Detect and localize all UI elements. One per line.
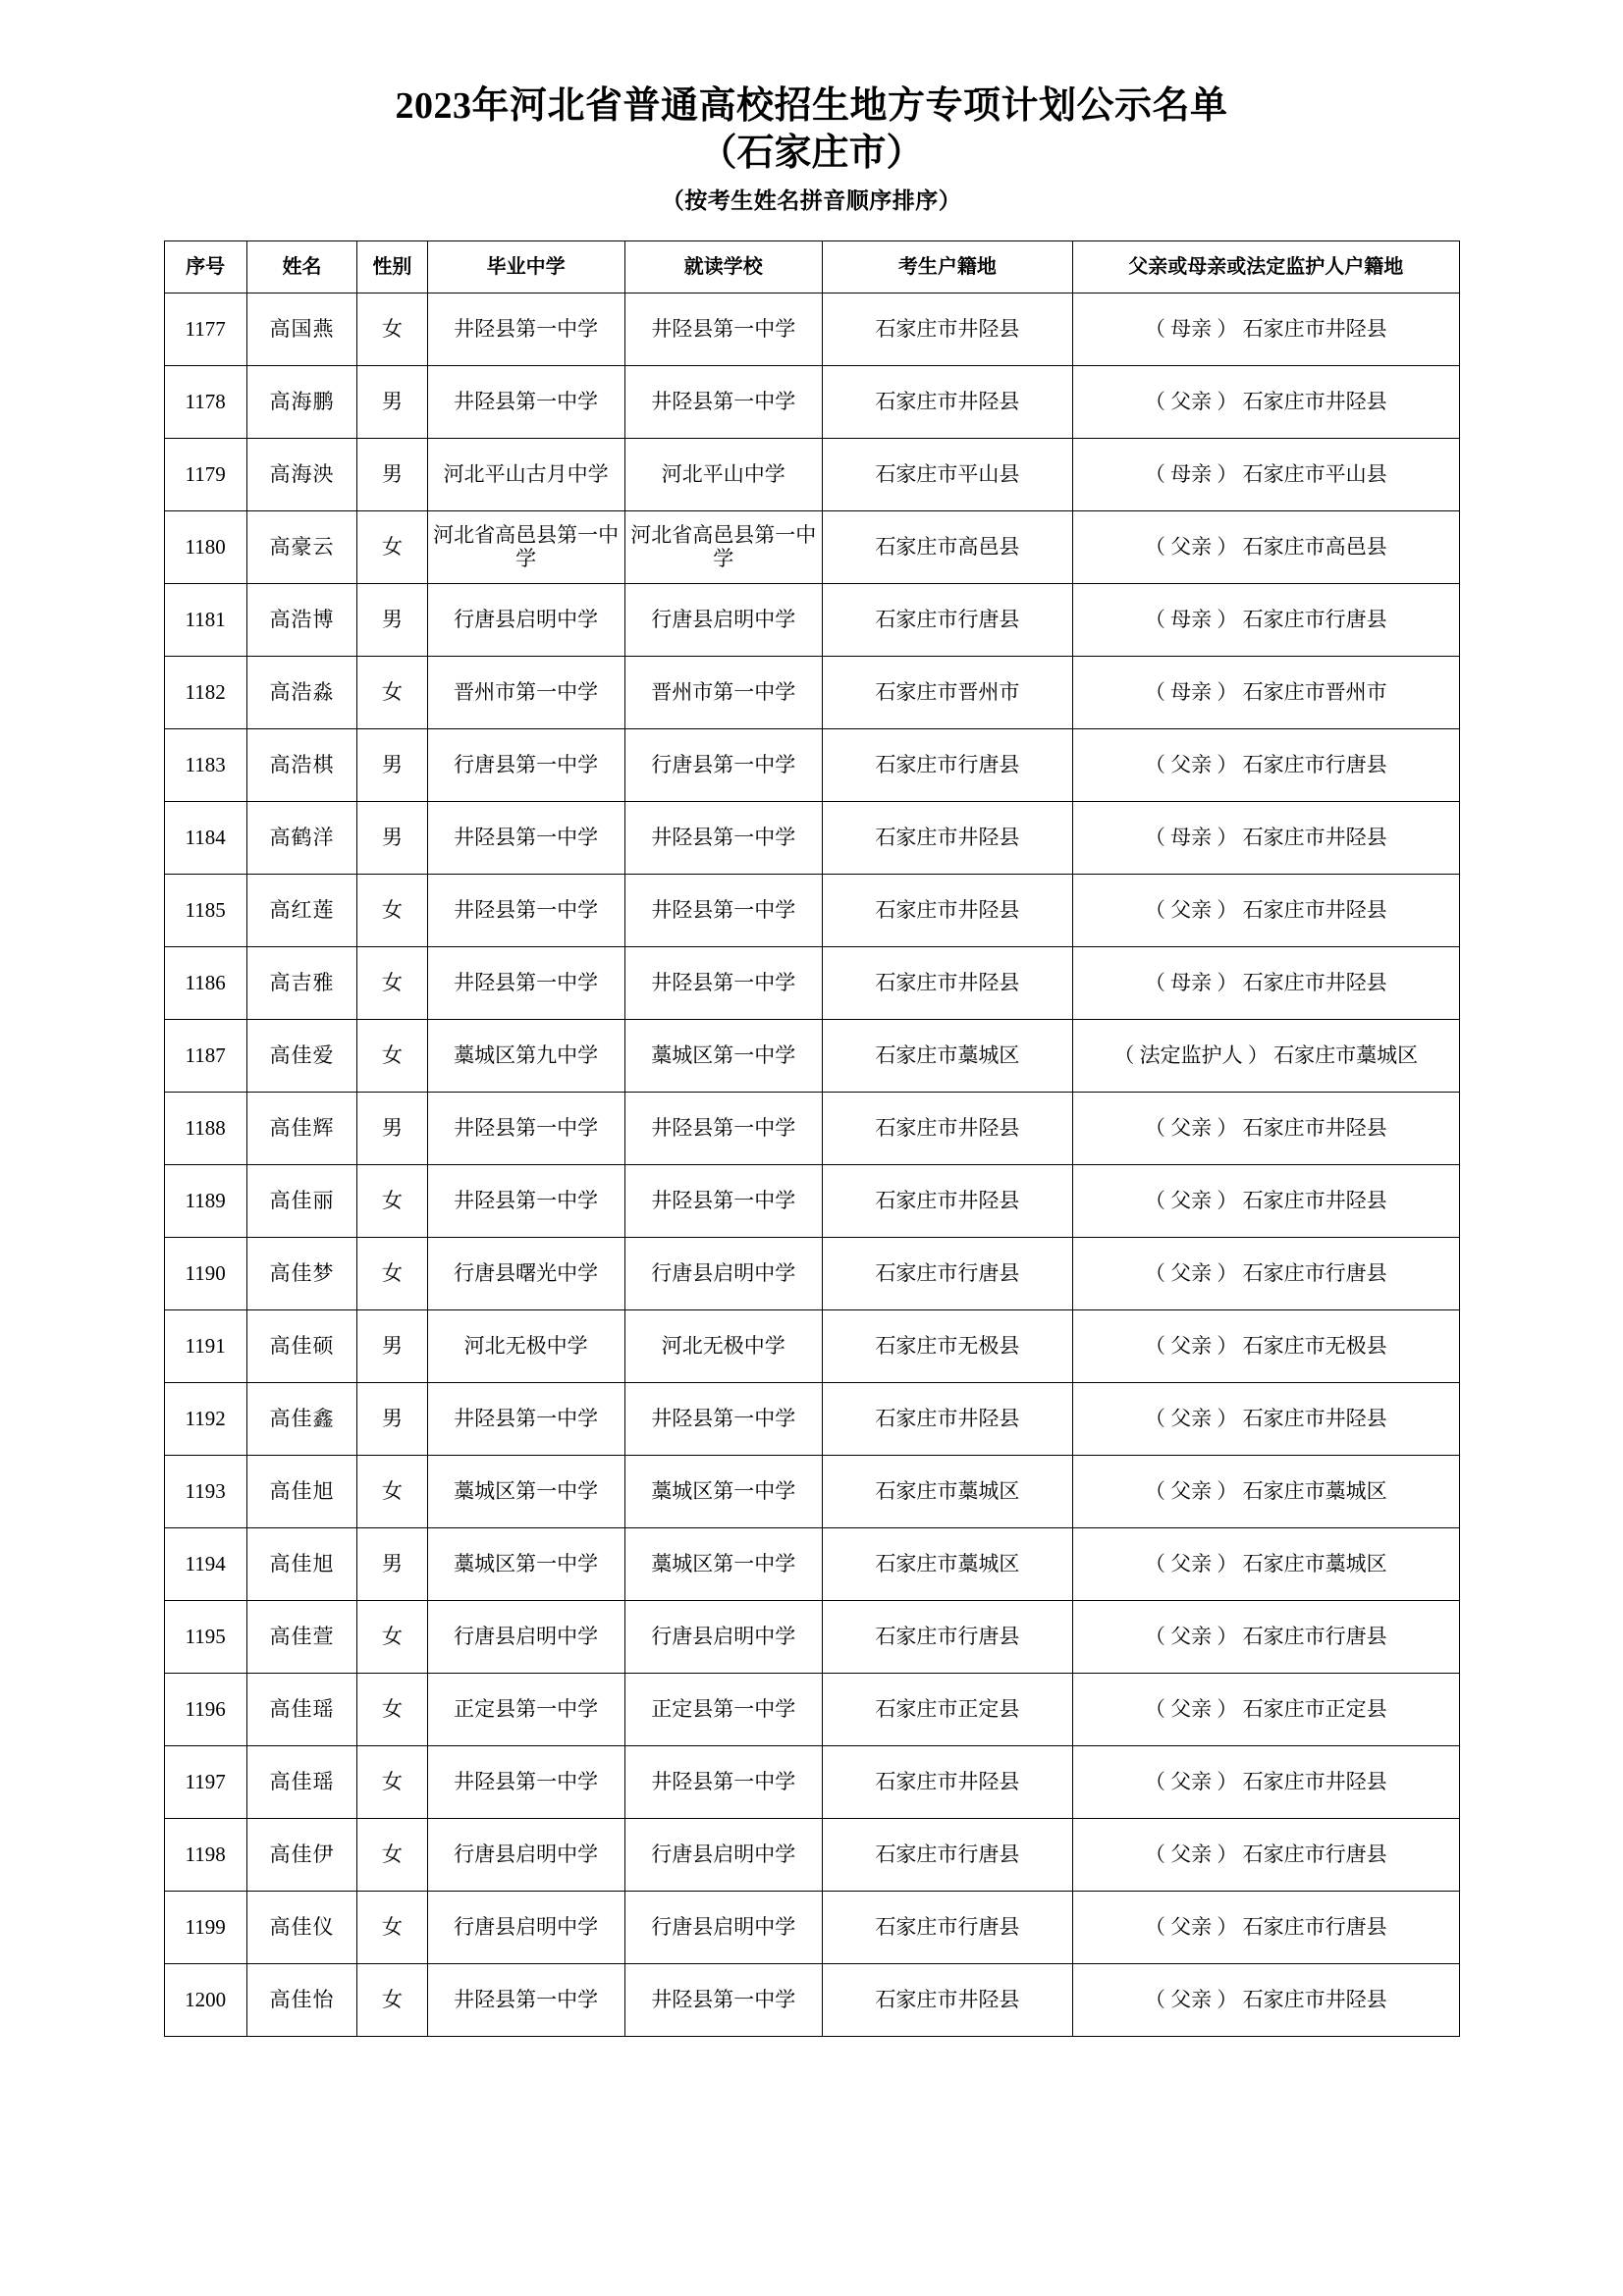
cell-candidate-residence: 石家庄市藁城区: [822, 1456, 1072, 1528]
column-header-sex: 性别: [357, 241, 427, 294]
cell-seq: 1192: [164, 1383, 246, 1456]
cell-graduating-school: 河北省高邑县第一中学: [427, 511, 624, 584]
cell-seq: 1180: [164, 511, 246, 584]
cell-name: 高佳硕: [246, 1310, 356, 1383]
cell-guardian-residence: （ 母亲 ） 石家庄市平山县: [1072, 439, 1459, 511]
cell-graduating-school: 井陉县第一中学: [427, 1964, 624, 2037]
cell-sex: 女: [357, 1601, 427, 1674]
cell-seq: 1188: [164, 1093, 246, 1165]
cell-guardian-residence: （ 母亲 ） 石家庄市井陉县: [1072, 294, 1459, 366]
cell-sex: 男: [357, 584, 427, 657]
cell-guardian-residence: （ 父亲 ） 石家庄市井陉县: [1072, 366, 1459, 439]
cell-attending-school: 井陉县第一中学: [624, 1093, 822, 1165]
cell-attending-school: 行唐县第一中学: [624, 729, 822, 802]
cell-attending-school: 井陉县第一中学: [624, 875, 822, 947]
roster-table: [164, 240, 1460, 2037]
cell-name: 高海鹏: [246, 366, 356, 439]
cell-attending-school: 井陉县第一中学: [624, 802, 822, 875]
cell-name: 高鹤洋: [246, 802, 356, 875]
cell-candidate-residence: 石家庄市井陉县: [822, 947, 1072, 1020]
cell-seq: 1183: [164, 729, 246, 802]
cell-seq: 1181: [164, 584, 246, 657]
roster-table-container: [164, 240, 1460, 2037]
cell-attending-school: 藁城区第一中学: [624, 1528, 822, 1601]
cell-graduating-school: 井陉县第一中学: [427, 1383, 624, 1456]
cell-seq: 1194: [164, 1528, 246, 1601]
table-row: [164, 1310, 1459, 1383]
cell-guardian-residence: （ 父亲 ） 石家庄市井陉县: [1072, 1093, 1459, 1165]
cell-sex: 女: [357, 1020, 427, 1093]
cell-guardian-residence: （ 母亲 ） 石家庄市行唐县: [1072, 584, 1459, 657]
cell-graduating-school: 河北无极中学: [427, 1310, 624, 1383]
table-row: [164, 584, 1459, 657]
cell-attending-school: 井陉县第一中学: [624, 1165, 822, 1238]
cell-attending-school: 晋州市第一中学: [624, 657, 822, 729]
table-row: [164, 1165, 1459, 1238]
cell-sex: 女: [357, 875, 427, 947]
cell-attending-school: 藁城区第一中学: [624, 1456, 822, 1528]
cell-name: 高浩博: [246, 584, 356, 657]
column-header-graduating-school: 毕业中学: [427, 241, 624, 294]
cell-seq: 1182: [164, 657, 246, 729]
cell-guardian-residence: （ 父亲 ） 石家庄市井陉县: [1072, 1746, 1459, 1819]
cell-seq: 1185: [164, 875, 246, 947]
cell-guardian-residence: （ 父亲 ） 石家庄市行唐县: [1072, 729, 1459, 802]
cell-attending-school: 井陉县第一中学: [624, 1746, 822, 1819]
cell-candidate-residence: 石家庄市井陉县: [822, 366, 1072, 439]
cell-attending-school: 井陉县第一中学: [624, 294, 822, 366]
cell-sex: 女: [357, 1819, 427, 1892]
cell-guardian-residence: （ 父亲 ） 石家庄市行唐县: [1072, 1819, 1459, 1892]
cell-name: 高佳爱: [246, 1020, 356, 1093]
cell-candidate-residence: 石家庄市井陉县: [822, 1383, 1072, 1456]
cell-name: 高红莲: [246, 875, 356, 947]
cell-candidate-residence: 石家庄市行唐县: [822, 1238, 1072, 1310]
cell-sex: 女: [357, 947, 427, 1020]
cell-name: 高佳辉: [246, 1093, 356, 1165]
cell-sex: 女: [357, 1964, 427, 2037]
cell-sex: 女: [357, 1674, 427, 1746]
cell-graduating-school: 正定县第一中学: [427, 1674, 624, 1746]
cell-guardian-residence: （ 母亲 ） 石家庄市井陉县: [1072, 802, 1459, 875]
cell-name: 高佳梦: [246, 1238, 356, 1310]
document-subtitle-city: （石家庄市）: [699, 133, 924, 175]
cell-seq: 1187: [164, 1020, 246, 1093]
cell-seq: 1196: [164, 1674, 246, 1746]
cell-sex: 女: [357, 1456, 427, 1528]
table-row: [164, 657, 1459, 729]
table-row: [164, 1964, 1459, 2037]
cell-name: 高佳丽: [246, 1165, 356, 1238]
cell-sex: 女: [357, 294, 427, 366]
table-row: [164, 1456, 1459, 1528]
cell-candidate-residence: 石家庄市井陉县: [822, 1165, 1072, 1238]
cell-guardian-residence: （ 父亲 ） 石家庄市无极县: [1072, 1310, 1459, 1383]
cell-name: 高佳伊: [246, 1819, 356, 1892]
cell-name: 高浩淼: [246, 657, 356, 729]
cell-attending-school: 行唐县启明中学: [624, 1892, 822, 1964]
cell-seq: 1177: [164, 294, 246, 366]
cell-graduating-school: 行唐县第一中学: [427, 729, 624, 802]
table-row: [164, 947, 1459, 1020]
table-body: [164, 294, 1459, 2037]
cell-sex: 男: [357, 1093, 427, 1165]
table-header: [164, 241, 1459, 294]
table-row: [164, 439, 1459, 511]
table-row: [164, 729, 1459, 802]
cell-attending-school: 井陉县第一中学: [624, 1964, 822, 2037]
column-header-candidate-residence: 考生户籍地: [822, 241, 1072, 294]
cell-seq: 1193: [164, 1456, 246, 1528]
column-header-attending-school: 就读学校: [624, 241, 822, 294]
cell-sex: 男: [357, 1528, 427, 1601]
cell-name: 高豪云: [246, 511, 356, 584]
cell-guardian-residence: （ 母亲 ） 石家庄市晋州市: [1072, 657, 1459, 729]
cell-graduating-school: 藁城区第九中学: [427, 1020, 624, 1093]
cell-attending-school: 藁城区第一中学: [624, 1020, 822, 1093]
cell-attending-school: 行唐县启明中学: [624, 1601, 822, 1674]
cell-name: 高海泱: [246, 439, 356, 511]
table-row: [164, 802, 1459, 875]
cell-seq: 1179: [164, 439, 246, 511]
cell-name: 高佳旭: [246, 1456, 356, 1528]
table-row: [164, 1093, 1459, 1165]
cell-name: 高佳旭: [246, 1528, 356, 1601]
column-header-seq: 序号: [164, 241, 246, 294]
cell-graduating-school: 井陉县第一中学: [427, 366, 624, 439]
title-block: [0, 0, 1623, 215]
cell-name: 高佳鑫: [246, 1383, 356, 1456]
cell-seq: 1184: [164, 802, 246, 875]
cell-graduating-school: 井陉县第一中学: [427, 1165, 624, 1238]
cell-attending-school: 行唐县启明中学: [624, 1819, 822, 1892]
cell-guardian-residence: （ 父亲 ） 石家庄市高邑县: [1072, 511, 1459, 584]
cell-sex: 女: [357, 1165, 427, 1238]
cell-seq: 1199: [164, 1892, 246, 1964]
cell-graduating-school: 河北平山古月中学: [427, 439, 624, 511]
cell-graduating-school: 晋州市第一中学: [427, 657, 624, 729]
table-row: [164, 1238, 1459, 1310]
table-row: [164, 511, 1459, 584]
cell-candidate-residence: 石家庄市高邑县: [822, 511, 1072, 584]
cell-guardian-residence: （ 父亲 ） 石家庄市井陉县: [1072, 1165, 1459, 1238]
cell-graduating-school: 行唐县启明中学: [427, 584, 624, 657]
cell-attending-school: 行唐县启明中学: [624, 584, 822, 657]
cell-graduating-school: 井陉县第一中学: [427, 947, 624, 1020]
cell-seq: 1190: [164, 1238, 246, 1310]
cell-seq: 1191: [164, 1310, 246, 1383]
cell-name: 高佳瑶: [246, 1674, 356, 1746]
cell-candidate-residence: 石家庄市井陉县: [822, 802, 1072, 875]
cell-guardian-residence: （ 父亲 ） 石家庄市正定县: [1072, 1674, 1459, 1746]
table-row: [164, 1020, 1459, 1093]
cell-seq: 1197: [164, 1746, 246, 1819]
cell-candidate-residence: 石家庄市井陉县: [822, 1093, 1072, 1165]
cell-attending-school: 河北省高邑县第一中学: [624, 511, 822, 584]
cell-guardian-residence: （ 父亲 ） 石家庄市行唐县: [1072, 1238, 1459, 1310]
cell-seq: 1178: [164, 366, 246, 439]
cell-sex: 男: [357, 729, 427, 802]
cell-candidate-residence: 石家庄市无极县: [822, 1310, 1072, 1383]
table-row: [164, 1892, 1459, 1964]
cell-candidate-residence: 石家庄市平山县: [822, 439, 1072, 511]
cell-name: 高佳瑶: [246, 1746, 356, 1819]
cell-attending-school: 行唐县启明中学: [624, 1238, 822, 1310]
cell-guardian-residence: （ 父亲 ） 石家庄市藁城区: [1072, 1528, 1459, 1601]
cell-guardian-residence: （ 父亲 ） 石家庄市井陉县: [1072, 875, 1459, 947]
table-header-row: [164, 241, 1459, 294]
cell-guardian-residence: （ 父亲 ） 石家庄市行唐县: [1072, 1601, 1459, 1674]
cell-sex: 女: [357, 1238, 427, 1310]
cell-candidate-residence: 石家庄市井陉县: [822, 1964, 1072, 2037]
cell-guardian-residence: （ 父亲 ） 石家庄市井陉县: [1072, 1383, 1459, 1456]
cell-sex: 女: [357, 1746, 427, 1819]
cell-seq: 1200: [164, 1964, 246, 2037]
cell-candidate-residence: 石家庄市行唐县: [822, 1892, 1072, 1964]
cell-sex: 女: [357, 511, 427, 584]
cell-graduating-school: 行唐县启明中学: [427, 1601, 624, 1674]
cell-sex: 男: [357, 1310, 427, 1383]
cell-candidate-residence: 石家庄市晋州市: [822, 657, 1072, 729]
cell-seq: 1198: [164, 1819, 246, 1892]
document-sort-note: （按考生姓名拼音顺序排序）: [661, 188, 962, 214]
cell-attending-school: 正定县第一中学: [624, 1674, 822, 1746]
table-row: [164, 1383, 1459, 1456]
cell-candidate-residence: 石家庄市正定县: [822, 1674, 1072, 1746]
cell-graduating-school: 藁城区第一中学: [427, 1456, 624, 1528]
table-row: [164, 1819, 1459, 1892]
cell-guardian-residence: （ 法定监护人 ） 石家庄市藁城区: [1072, 1020, 1459, 1093]
cell-candidate-residence: 石家庄市行唐县: [822, 729, 1072, 802]
cell-sex: 女: [357, 1892, 427, 1964]
cell-guardian-residence: （ 母亲 ） 石家庄市井陉县: [1072, 947, 1459, 1020]
table-row: [164, 1746, 1459, 1819]
table-row: [164, 366, 1459, 439]
document-title: 2023年河北省普通高校招生地方专项计划公示名单: [395, 85, 1228, 127]
cell-candidate-residence: 石家庄市行唐县: [822, 1601, 1072, 1674]
column-header-name: 姓名: [246, 241, 356, 294]
table-row: [164, 1601, 1459, 1674]
cell-sex: 男: [357, 366, 427, 439]
cell-graduating-school: 井陉县第一中学: [427, 875, 624, 947]
cell-name: 高浩棋: [246, 729, 356, 802]
cell-graduating-school: 井陉县第一中学: [427, 294, 624, 366]
cell-graduating-school: 藁城区第一中学: [427, 1528, 624, 1601]
cell-graduating-school: 井陉县第一中学: [427, 802, 624, 875]
table-row: [164, 294, 1459, 366]
cell-sex: 男: [357, 1383, 427, 1456]
cell-sex: 女: [357, 657, 427, 729]
table-row: [164, 1674, 1459, 1746]
cell-name: 高佳仪: [246, 1892, 356, 1964]
table-row: [164, 875, 1459, 947]
cell-attending-school: 河北平山中学: [624, 439, 822, 511]
cell-candidate-residence: 石家庄市藁城区: [822, 1528, 1072, 1601]
cell-guardian-residence: （ 父亲 ） 石家庄市藁城区: [1072, 1456, 1459, 1528]
cell-graduating-school: 井陉县第一中学: [427, 1093, 624, 1165]
cell-guardian-residence: （ 父亲 ） 石家庄市行唐县: [1072, 1892, 1459, 1964]
cell-name: 高吉雅: [246, 947, 356, 1020]
cell-graduating-school: 行唐县启明中学: [427, 1892, 624, 1964]
cell-guardian-residence: （ 父亲 ） 石家庄市井陉县: [1072, 1964, 1459, 2037]
cell-candidate-residence: 石家庄市井陉县: [822, 294, 1072, 366]
cell-seq: 1189: [164, 1165, 246, 1238]
cell-seq: 1195: [164, 1601, 246, 1674]
cell-candidate-residence: 石家庄市行唐县: [822, 1819, 1072, 1892]
cell-attending-school: 井陉县第一中学: [624, 1383, 822, 1456]
cell-name: 高国燕: [246, 294, 356, 366]
cell-graduating-school: 行唐县启明中学: [427, 1819, 624, 1892]
cell-sex: 男: [357, 439, 427, 511]
column-header-guardian-residence: 父亲或母亲或法定监护人户籍地: [1072, 241, 1459, 294]
cell-name: 高佳萱: [246, 1601, 356, 1674]
cell-candidate-residence: 石家庄市藁城区: [822, 1020, 1072, 1093]
cell-candidate-residence: 石家庄市井陉县: [822, 875, 1072, 947]
cell-graduating-school: 行唐县曙光中学: [427, 1238, 624, 1310]
cell-graduating-school: 井陉县第一中学: [427, 1746, 624, 1819]
cell-seq: 1186: [164, 947, 246, 1020]
cell-attending-school: 河北无极中学: [624, 1310, 822, 1383]
table-row: [164, 1528, 1459, 1601]
cell-name: 高佳怡: [246, 1964, 356, 2037]
cell-sex: 男: [357, 802, 427, 875]
cell-candidate-residence: 石家庄市行唐县: [822, 584, 1072, 657]
cell-attending-school: 井陉县第一中学: [624, 366, 822, 439]
cell-candidate-residence: 石家庄市井陉县: [822, 1746, 1072, 1819]
cell-attending-school: 井陉县第一中学: [624, 947, 822, 1020]
